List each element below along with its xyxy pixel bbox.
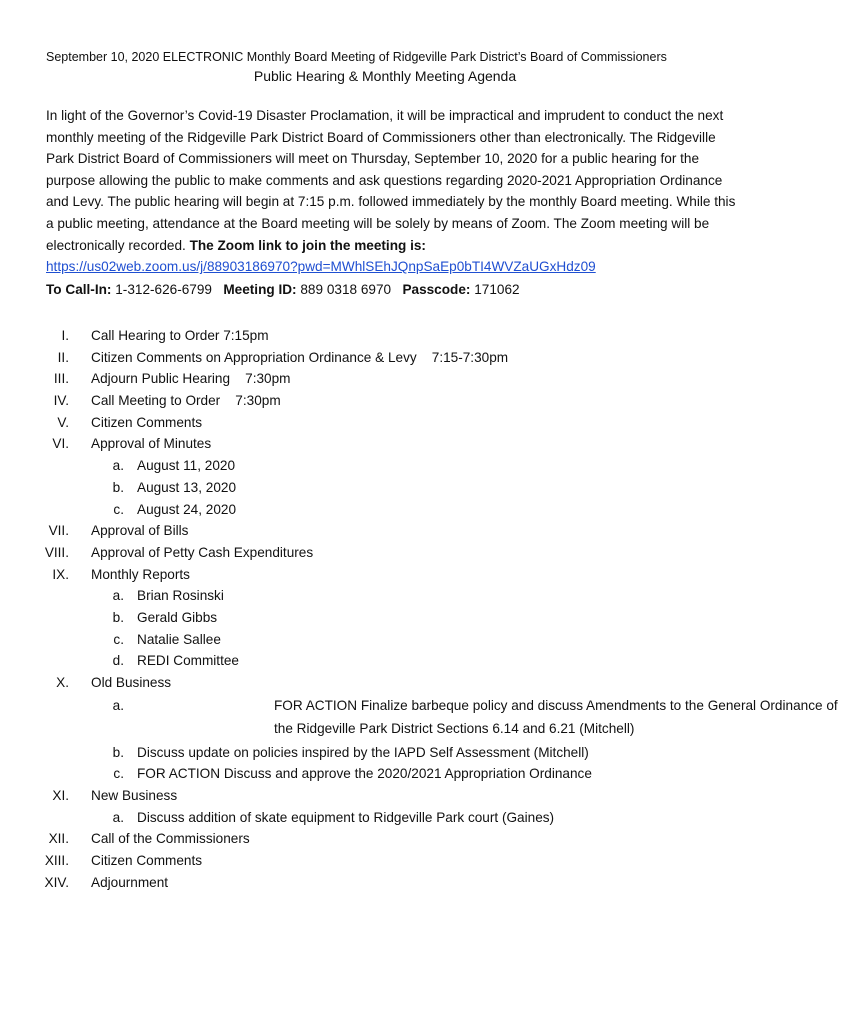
agenda-item-text: Call of the Commissioners [91, 831, 250, 847]
subitem-text: Discuss addition of skate equipment to Ridgeville Park court (Gaines) [137, 809, 555, 825]
agenda-item [0, 542, 770, 564]
meeting-id-label: Meeting ID: [223, 282, 297, 297]
subitem-text: Gerald Gibbs [137, 609, 218, 625]
subitem-letter: c. [113, 501, 124, 517]
agenda-item-number: XIV. [44, 874, 69, 890]
passcode-label: Passcode: [402, 282, 471, 297]
subitem-text: August 24, 2020 [137, 501, 237, 517]
subitem-letter: c. [113, 766, 124, 782]
agenda-item [0, 672, 770, 694]
meeting-header: September 10, 2020 ELECTRONIC Monthly Board Meeting of Ridgeville Park District’s Board of Commissioners [46, 50, 667, 64]
subitem-letter: a. [112, 697, 124, 713]
subitem-text: FOR ACTION Finalize barbeque policy and discuss Amendments to the General Ordinance of the Ridgeville Park District Sections 6.14 and 6.21 (Mitchell) [274, 697, 838, 736]
agenda-item-number: XII. [48, 831, 69, 847]
agenda-item-text: Approval of Bills [91, 523, 189, 539]
agenda-item-number: VIII. [44, 544, 69, 560]
agenda-item [0, 325, 770, 347]
agenda-item-text: Citizen Comments [91, 853, 203, 869]
callin-label: To Call-In: [46, 282, 112, 297]
agenda-item [0, 368, 770, 390]
agenda-item-number: V. [57, 414, 69, 430]
subitem-text: Brian Rosinski [137, 588, 224, 604]
subitem-letter: a. [112, 809, 124, 825]
subitem-text: Natalie Sallee [137, 631, 221, 647]
agenda-item-number: XI. [52, 788, 69, 804]
meeting-id-value: 889 0318 6970 [300, 282, 392, 297]
zoom-meeting-link[interactable]: https://us02web.zoom.us/j/88903186970?pwd=MWhlSEhJQnpSaEp0bTI4WVZaUGxHdz09 [46, 259, 596, 275]
intro-text: In light of the Governor’s Covid-19 Disaster Proclamation, it will be impractical and imprudent to conduct the next monthly meeting of the Ridgeville Park District Board of Commissioners other than electronically. The Ridgeville Park District Board of Commissioners will meet on Thursday, September 10, 2020 for a public hearing for the purpose allowing the public to make comments and ask questions regarding 2020-2021 Appropriation Ordinance and Levy. The public hearing will begin at 7:15 p.m. followed immediately by the monthly Board meeting. While this a public meeting, attendance at the Board meeting will be solely by means of Zoom. The Zoom meeting will be electronically recorded. [46, 108, 736, 253]
subitem-text: August 13, 2020 [137, 479, 237, 495]
agenda-subitem [0, 650, 770, 672]
agenda-item-text: Call Hearing to Order 7:15pm [91, 328, 269, 343]
subitem-text: Discuss update on policies inspired by the IAPD Self Assessment (Mitchell) [137, 744, 589, 760]
agenda-subitem [0, 763, 770, 785]
agenda-item-text: Citizen Comments [91, 414, 203, 430]
agenda-subitem [0, 455, 770, 477]
agenda-subitem [0, 499, 770, 521]
subitem-letter: b. [112, 609, 124, 625]
subitem-letter: a. [112, 458, 124, 474]
subitem-text: FOR ACTION Discuss and approve the 2020/2021 Appropriation Ordinance [137, 766, 592, 782]
agenda-item-text: Call Meeting to Order 7:30pm [91, 393, 281, 409]
zoom-link-intro: The Zoom link to join the meeting is: [189, 237, 426, 253]
agenda-item-text: Old Business [91, 675, 172, 690]
agenda-subitem [0, 477, 770, 499]
agenda-item [0, 390, 770, 412]
agenda-subitem [0, 694, 838, 740]
callin-number: 1-312-626-6799 [115, 282, 212, 297]
agenda-item [0, 850, 770, 872]
agenda-item [0, 872, 770, 894]
agenda-item-number: X. [56, 675, 69, 690]
subitem-text: REDI Committee [137, 653, 239, 669]
subitem-letter: a. [112, 588, 124, 604]
subitem-text: August 11, 2020 [137, 458, 236, 474]
call-in-info [46, 279, 736, 301]
agenda-item [0, 520, 770, 542]
agenda-item-number: II. [57, 349, 69, 365]
agenda-subtitle: Public Hearing & Monthly Meeting Agenda [253, 68, 517, 84]
agenda-subitem [0, 607, 770, 629]
agenda-item-text: Approval of Minutes [91, 436, 212, 452]
agenda-subitem [0, 585, 770, 607]
agenda-list [0, 325, 838, 894]
agenda-item-text: Approval of Petty Cash Expenditures [91, 544, 314, 560]
agenda-item [0, 785, 770, 807]
agenda-item-text: Adjourn Public Hearing 7:30pm [91, 371, 291, 387]
agenda-item [0, 564, 770, 586]
agenda-item-number: I. [61, 328, 69, 343]
agenda-item [0, 412, 770, 434]
agenda-item-number: XIII. [44, 853, 69, 869]
agenda-item-number: IV. [53, 393, 69, 409]
agenda-item [0, 433, 770, 455]
agenda-item-text: New Business [91, 788, 178, 804]
agenda-item-text: Monthly Reports [91, 566, 190, 582]
subitem-letter: b. [112, 744, 124, 760]
agenda-subitem [0, 807, 770, 829]
agenda-item-text: Adjournment [91, 874, 169, 890]
subitem-letter: b. [112, 479, 124, 495]
agenda-item [0, 828, 770, 850]
agenda-subitem [0, 629, 770, 651]
agenda-item-number: VI. [52, 436, 69, 452]
agenda-item [0, 347, 770, 369]
intro-paragraph [46, 105, 736, 278]
passcode-value: 171062 [474, 282, 520, 297]
agenda-item-number: VII. [48, 523, 69, 539]
agenda-item-number: IX. [52, 566, 69, 582]
subitem-letter: c. [113, 631, 124, 647]
agenda-subitem [0, 742, 770, 764]
agenda-item-number: III. [53, 371, 69, 387]
agenda-item-text: Citizen Comments on Appropriation Ordinance & Levy 7:15-7:30pm [91, 349, 509, 365]
subitem-letter: d. [112, 653, 124, 669]
